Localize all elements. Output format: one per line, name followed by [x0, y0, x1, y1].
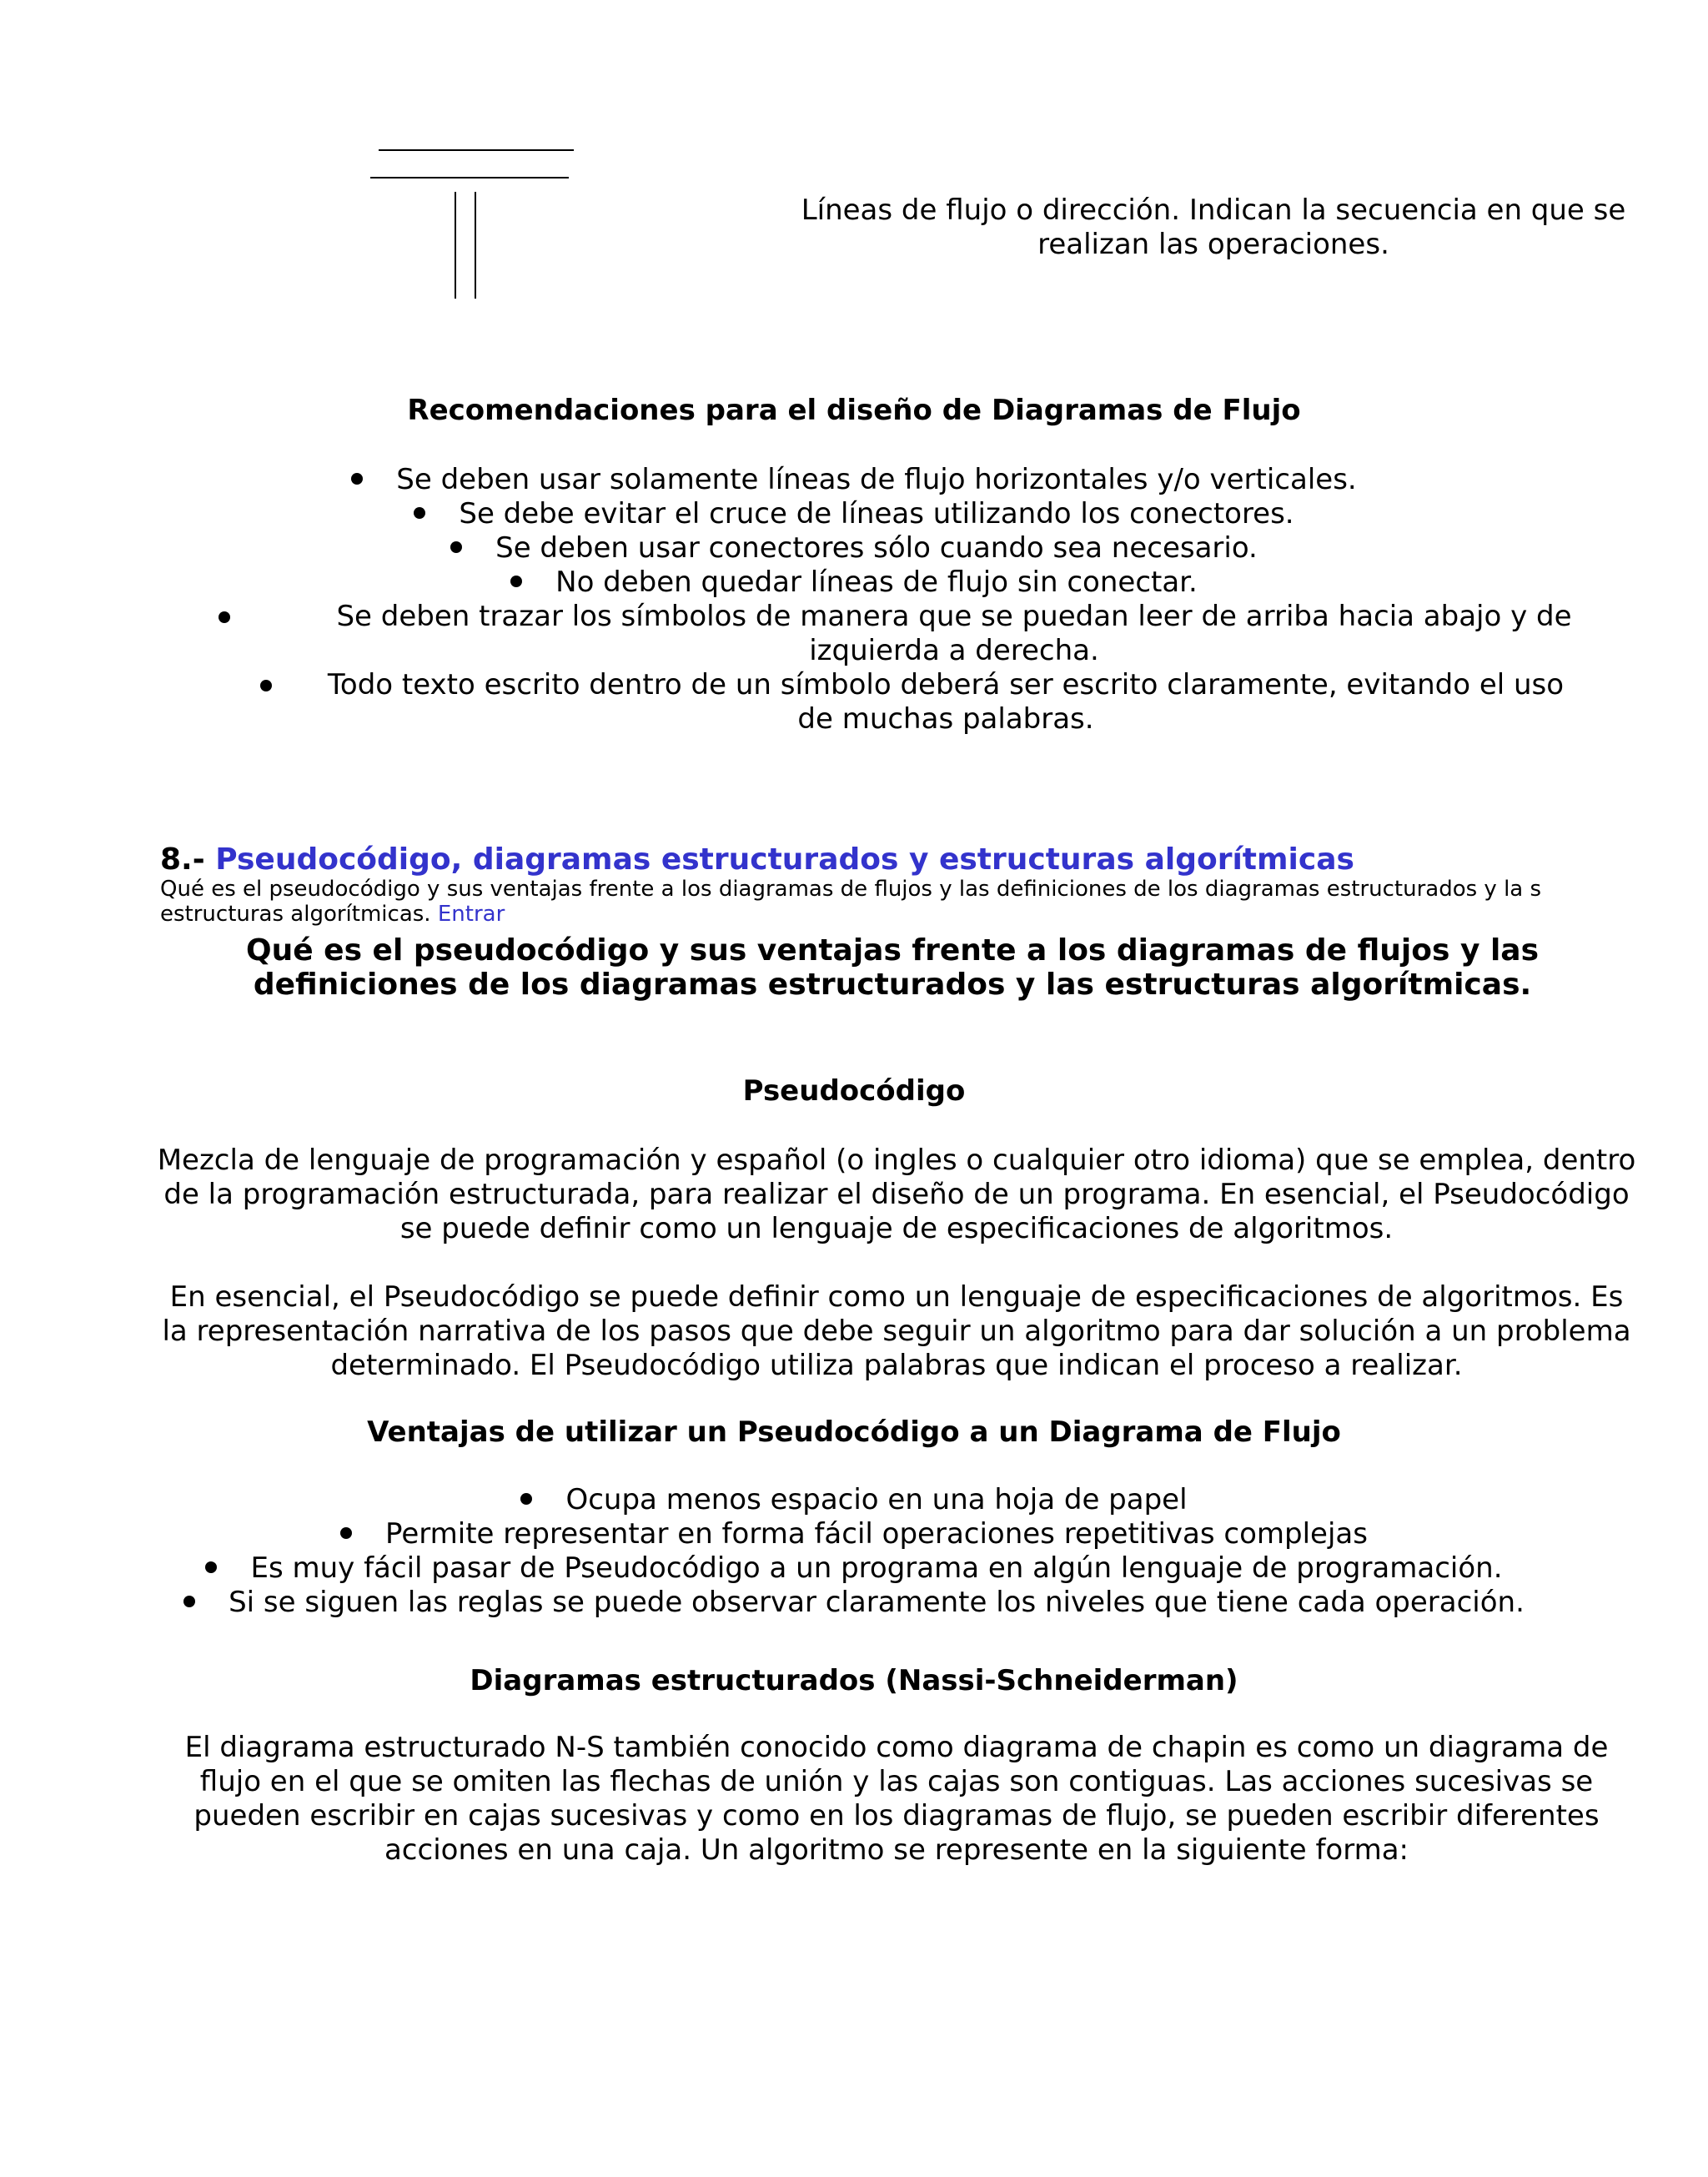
list-item: Es muy fácil pasar de Pseudocódigo a un programa en algún lenguaje de programación. — [0, 1551, 1708, 1586]
main-heading: Qué es el pseudocódigo y sus ventajas frente a los diagramas de flujos y las definiciones de los diagramas estructurados y las estructuras algorítmicas. — [245, 933, 1540, 1002]
list-item: Permite representar en forma fácil operaciones repetitivas complejas — [0, 1517, 1708, 1551]
list-item: Si se siguen las reglas se puede observar claramente los niveles que tiene cada operación. — [0, 1586, 1708, 1620]
pseudocode-paragraph-1: Mezcla de lenguaje de programación y español (o ingles o cualquier otro idioma) que se emplea, dentro de la programación estructurada, para realizar el diseño de un programa. En esencial, el Pseudocódigo se puede definir como un lenguaje de especificaciones de algoritmos. — [157, 1144, 1636, 1245]
flow-lines-description: Líneas de flujo o dirección. Indican la secuencia en que se realizan las operaciones. — [801, 194, 1626, 261]
list-item: Se deben usar conectores sólo cuando sea necesario. — [0, 531, 1708, 566]
list-item: Todo texto escrito dentro de un símbolo deberá ser escrito claramente, evitando el uso de muchas palabras. — [0, 668, 1708, 737]
list-item: Se deben usar solamente líneas de flujo horizontales y/o verticales. — [0, 463, 1708, 497]
pseudocode-heading: Pseudocódigo — [742, 1074, 966, 1108]
section-title — [160, 842, 1354, 877]
bullet-icon — [183, 1596, 195, 1607]
section-title-text: Pseudocódigo, diagramas estructurados y estructuras algorítmicas — [215, 842, 1354, 877]
nassi-heading: Diagramas estructurados (Nassi-Schneiderman) — [470, 1664, 1238, 1697]
bullet-icon — [510, 576, 522, 587]
bullet-icon — [340, 1527, 352, 1539]
bullet-icon — [414, 507, 425, 519]
advantages-list — [0, 1483, 1708, 1620]
bullet-icon — [351, 473, 363, 485]
list-item: Se debe evitar el cruce de líneas utilizando los conectores. — [0, 497, 1708, 531]
flow-lines-symbol — [359, 133, 592, 309]
nassi-paragraph: El diagrama estructurado N-S también conocido como diagrama de chapin es como un diagrama de flujo en el que se omiten las flechas de unión y las cajas son contiguas. Las acciones sucesivas se pueden escribir en cajas sucesivas y como en los diagramas de flujo, se pueden escribir diferentes acciones en una caja. Un algoritmo se represente en la siguiente forma: — [184, 1731, 1609, 1867]
list-item: Ocupa menos espacio en una hoja de papel — [0, 1483, 1708, 1517]
bullet-icon — [260, 680, 272, 691]
bullet-icon — [205, 1561, 217, 1573]
recommendations-heading: Recomendaciones para el diseño de Diagramas de Flujo — [407, 394, 1301, 427]
enter-link[interactable]: Entrar — [437, 902, 505, 927]
bullet-icon — [219, 611, 230, 623]
recommendations-list — [0, 463, 1708, 737]
section-number: 8.- — [160, 842, 205, 877]
list-item: No deben quedar líneas de flujo sin conectar. — [0, 566, 1708, 600]
pseudocode-paragraph-2: En esencial, el Pseudocódigo se puede definir como un lenguaje de especificaciones de algoritmos. Es la representación narrativa de los pasos que debe seguir un algoritmo para dar solución a un problema determinado. El Pseudocódigo utiliza palabras que indican el proceso a realizar. — [162, 1280, 1631, 1382]
bullet-icon — [520, 1493, 532, 1505]
section-subtitle: Qué es el pseudocódigo y sus ventajas frente a los diagramas de flujos y las definiciones de los diagramas estructurados y la s estructuras algorítmicas. Entrar — [160, 877, 1542, 927]
advantages-heading: Ventajas de utilizar un Pseudocódigo a un Diagrama de Flujo — [367, 1415, 1341, 1449]
bullet-icon — [450, 541, 462, 553]
list-item: Se deben trazar los símbolos de manera que se puedan leer de arriba hacia abajo y de izquierda a derecha. — [0, 600, 1708, 668]
